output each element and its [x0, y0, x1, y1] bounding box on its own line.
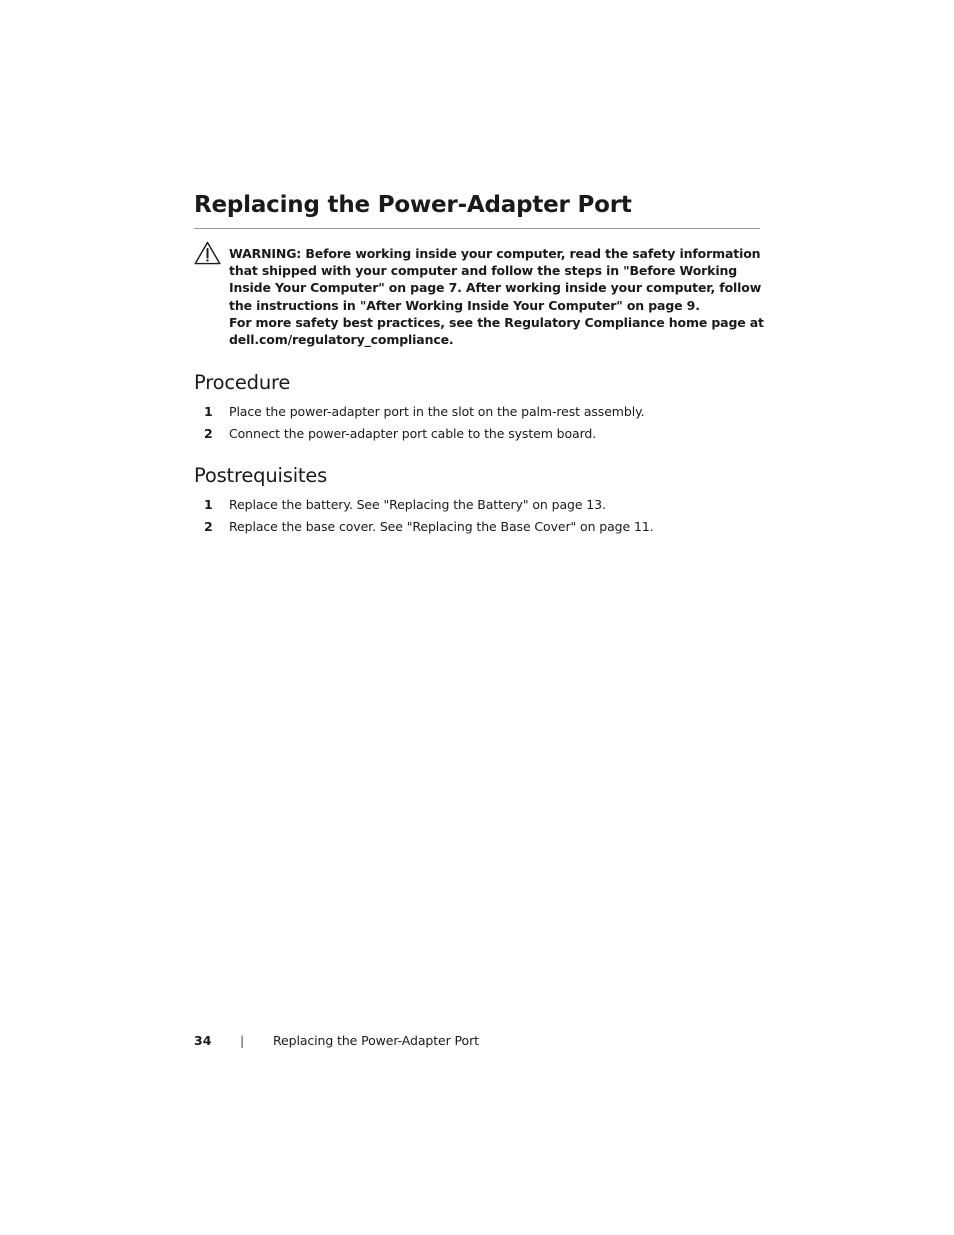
- step-number: 1: [204, 404, 213, 419]
- step-text: Place the power-adapter port in the slot on the palm-rest assembly.: [229, 404, 645, 419]
- warning-text: WARNING: Before working inside your computer, read the safety information that shipped with your computer and follow the steps in "Before Working Inside Your Computer" on page 7. After working inside your computer, follow the instructions in "After Working Inside Your Computer" on page 9.: [229, 246, 762, 313]
- step-text: Connect the power-adapter port cable to the system board.: [229, 426, 597, 441]
- step-number: 1: [204, 497, 213, 512]
- page-number: 34: [194, 1033, 212, 1048]
- warning-triangle-icon: [194, 241, 221, 265]
- footer-section-title: Replacing the Power-Adapter Port: [273, 1033, 479, 1048]
- step-text: Replace the battery. See "Replacing the Battery" on page 13.: [229, 497, 606, 512]
- procedure-steps: [194, 403, 774, 447]
- procedure-step: [194, 403, 774, 425]
- step-number: 2: [204, 519, 213, 534]
- postrequisites-heading: Postrequisites: [194, 464, 328, 487]
- procedure-heading: Procedure: [194, 371, 291, 394]
- postrequisites-steps: [194, 496, 774, 540]
- step-text: Replace the base cover. See "Replacing the Base Cover" on page 11.: [229, 519, 654, 534]
- title-divider: [194, 228, 760, 229]
- warning-notice: [229, 245, 765, 348]
- page-footer: [194, 1032, 754, 1052]
- postrequisite-step: [194, 496, 774, 518]
- footer-separator: |: [240, 1033, 245, 1048]
- warning-safety-text: For more safety best practices, see the Regulatory Compliance home page at dell.com/regulatory_compliance.: [229, 314, 764, 348]
- procedure-step: [194, 425, 774, 447]
- step-number: 2: [204, 426, 213, 441]
- postrequisite-step: [194, 518, 774, 540]
- page-title: Replacing the Power-Adapter Port: [194, 192, 632, 218]
